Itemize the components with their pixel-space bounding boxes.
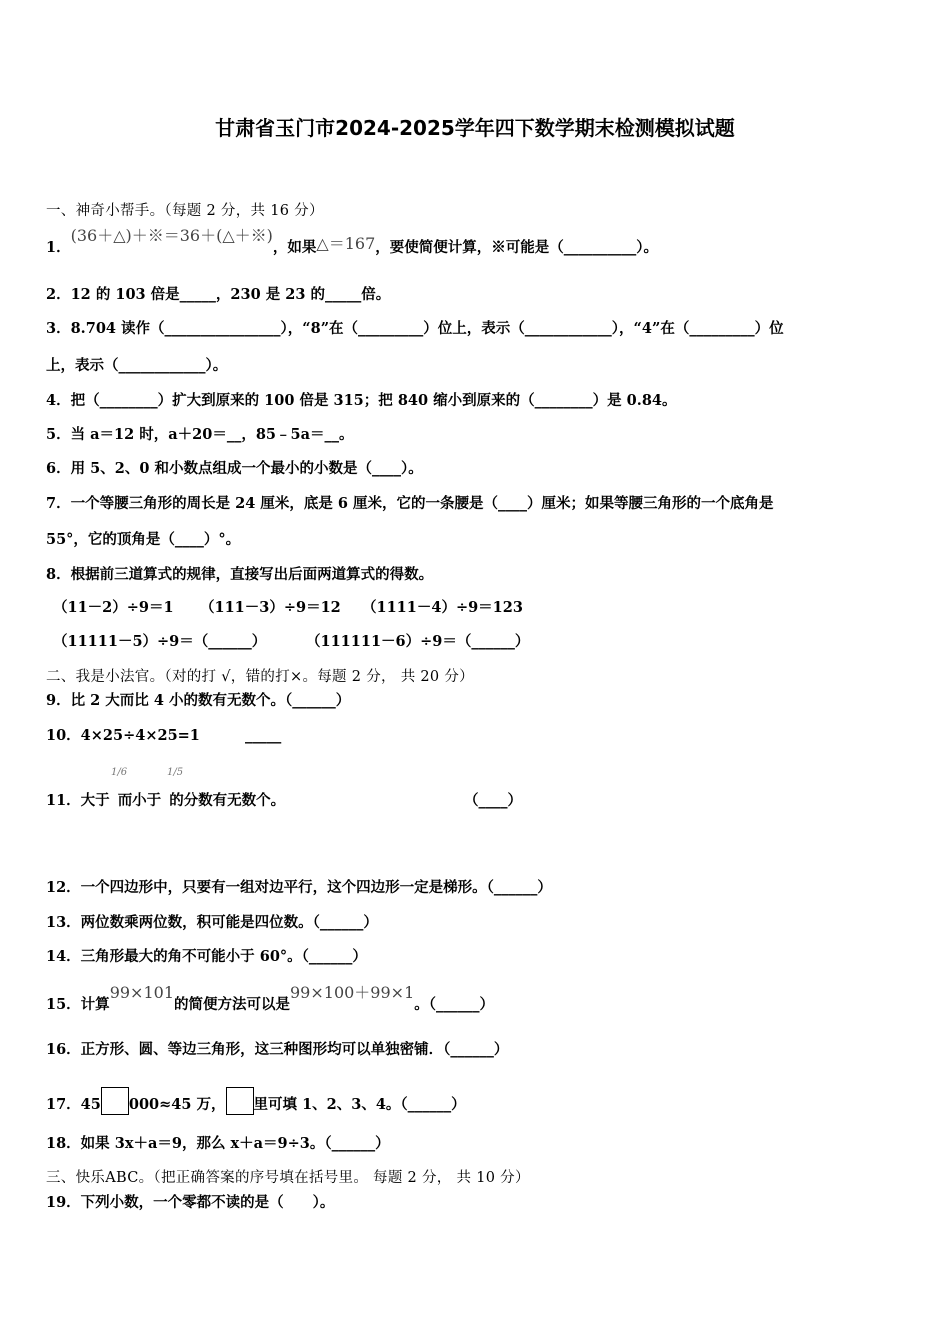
question-3-line1: 3．8.704 读作（________________），“8”在（_________）位上，表示（____________），“4”在（_________）位 xyxy=(46,320,784,337)
q8-formula-3: （1111－4）÷9＝123 xyxy=(362,599,523,616)
q11-fraction-2: 1/5 xyxy=(167,767,184,778)
question-7-line1: 7．一个等腰三角形的周长是 24 厘米，底是 6 厘米，它的一条腰是（____）厘米；如果等腰三角形的一个底角是 xyxy=(46,495,774,512)
question-3-line2: 上，表示（____________）。 xyxy=(46,357,228,374)
q17-number: 17．45 xyxy=(46,1096,101,1113)
q8-formula-1: （11－2）÷9＝1 xyxy=(53,599,174,616)
q17-tail: 里可填 1、2、3、4。（______） xyxy=(253,1096,466,1113)
question-16: 16．正方形、圆、等边三角形，这三种图形均可以单独密铺．（______） xyxy=(46,1041,509,1058)
q15-tail: 。（______） xyxy=(414,996,495,1013)
question-11 xyxy=(46,791,285,811)
q15-expression-1: 99×101 xyxy=(109,983,174,1002)
q11-number: 11．大于 xyxy=(46,792,110,809)
q17-box-2 xyxy=(226,1087,254,1115)
question-14: 14．三角形最大的角不可能小于 60°。（______） xyxy=(46,948,367,965)
question-19: 19．下列小数，一个零都不读的是（ ）。 xyxy=(46,1194,335,1211)
question-5: 5．当 a＝12 时，a＋20＝__，85﹣5a＝__。 xyxy=(46,426,354,443)
q17-box-1 xyxy=(101,1087,129,1115)
q15-expression-2: 99×100＋99×1 xyxy=(290,983,415,1002)
question-6: 6．用 5、2、0 和小数点组成一个最小的小数是（____）。 xyxy=(46,460,423,477)
section-3-heading: 三、快乐ABC。（把正确答案的序号填在括号里。 每题 2 分， 共 10 分） xyxy=(46,1170,530,1186)
question-17 xyxy=(46,1087,466,1115)
q1-expression: (36＋△)＋※＝36＋(△＋※) xyxy=(70,226,273,245)
question-18: 18．如果 3x＋a＝9，那么 x＋a＝9÷3。（______） xyxy=(46,1135,390,1152)
q8-formula-2: （111－3）÷9＝12 xyxy=(200,599,341,616)
q17-mid: 000≈45 万， xyxy=(128,1096,226,1113)
q15-number: 15．计算 xyxy=(46,996,110,1013)
question-4: 4．把（________）扩大到原来的 100 倍是 315；把 840 缩小到原来的（________）是 0.84。 xyxy=(46,392,677,409)
section-2-heading: 二、我是小法官。（对的打 √，错的打×。每题 2 分， 共 20 分） xyxy=(46,669,474,685)
q11-tail: 的分数有无数个。 xyxy=(169,792,286,809)
question-10: 10．4×25÷4×25=1 xyxy=(46,727,200,744)
q1-number: 1． xyxy=(46,239,71,256)
question-12: 12．一个四边形中，只要有一组对边平行，这个四边形一定是梯形。（______） xyxy=(46,879,552,896)
q10-blank: _____ xyxy=(245,727,282,744)
question-13: 13．两位数乘两位数，积可能是四位数。（______） xyxy=(46,914,378,931)
q15-mid: 的简便方法可以是 xyxy=(174,996,290,1013)
q1-condition: △＝167 xyxy=(316,234,376,253)
q11-blank: （____） xyxy=(464,792,522,809)
q11-mid: 而小于 xyxy=(117,792,162,809)
question-15 xyxy=(46,983,495,1015)
q8-formula-4: （11111－5）÷9＝（______） xyxy=(53,633,267,650)
q8-formula-5: （111111－6）÷9＝（______） xyxy=(306,633,530,650)
question-8: 8．根据前三道算式的规律，直接写出后面两道算式的得数。 xyxy=(46,566,434,583)
question-1 xyxy=(46,226,659,258)
q1-tail: ，要使简便计算，※可能是（__________）。 xyxy=(375,239,659,256)
page-title: 甘肃省玉门市2024-2025学年四下数学期末检测模拟试题 xyxy=(215,116,735,140)
q1-mid: ，如果 xyxy=(272,239,317,256)
section-1-heading: 一、神奇小帮手。（每题 2 分，共 16 分） xyxy=(46,203,324,219)
q11-fraction-1: 1/6 xyxy=(111,767,128,778)
question-2: 2．12 的 103 倍是_____，230 是 23 的_____倍。 xyxy=(46,286,391,303)
question-7-line2: 55°，它的顶角是（____）°。 xyxy=(46,531,241,548)
question-9: 9．比 2 大而比 4 小的数有无数个。（______） xyxy=(46,692,351,709)
